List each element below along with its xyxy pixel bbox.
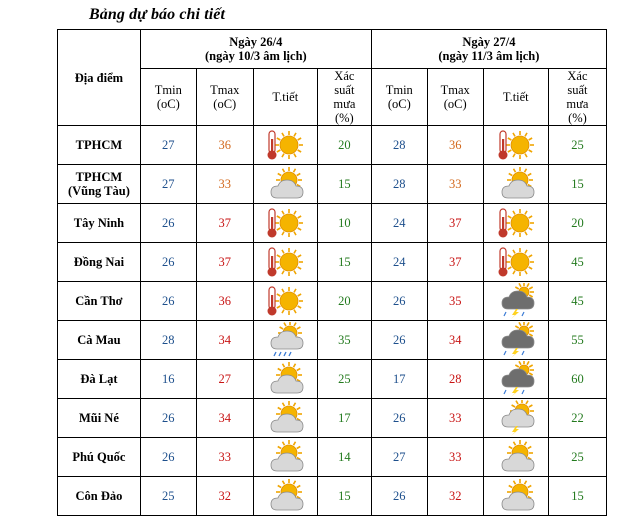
tmin-cell: 26: [371, 321, 427, 360]
weather-header-label: T.tiết: [272, 90, 299, 104]
forecast-table: [57, 29, 607, 516]
rain-probability-cell: 15: [548, 165, 606, 204]
tmax-cell: 27: [196, 360, 253, 399]
tmax-cell: 37: [196, 204, 253, 243]
partly-cloudy-icon: [254, 478, 317, 514]
weather-cell: [483, 438, 548, 477]
weather-cell: [253, 360, 317, 399]
tmin-cell: 28: [371, 126, 427, 165]
partly-cloudy-icon: [484, 478, 548, 514]
rain-probability-cell: 55: [548, 321, 606, 360]
rain-header-label: Xác: [567, 69, 588, 83]
weather-cell: [253, 321, 317, 360]
partly-cloudy-icon: [484, 166, 548, 202]
location-name: Đồng Nai: [73, 255, 125, 269]
location-cell: [58, 399, 141, 438]
hot-sun-icon: [254, 244, 317, 280]
tmax-cell: 34: [196, 399, 253, 438]
location-name: TPHCM: [75, 170, 123, 184]
rain-probability-cell: 14: [317, 438, 371, 477]
day1-lunar-date: (ngày 10/3 âm lịch): [204, 49, 307, 63]
tmax-header-label: (oC): [443, 97, 467, 111]
tmax-cell: 36: [196, 282, 253, 321]
hot-sun-icon: [254, 283, 317, 319]
tmin-cell: 24: [371, 204, 427, 243]
weather-cell: [253, 165, 317, 204]
weather-header-label: T.tiết: [502, 90, 529, 104]
tmax-cell: 36: [196, 126, 253, 165]
tmax-header-label: (oC): [213, 97, 237, 111]
rain-header-label: suất: [567, 83, 588, 97]
tmin-header-label: (oC): [156, 97, 180, 111]
location-name: Cần Thơ: [75, 294, 123, 308]
partly-cloudy-icon: [254, 166, 317, 202]
tmin-cell: 26: [140, 399, 196, 438]
table-row: [58, 243, 607, 282]
location-cell: [58, 243, 141, 282]
sun-shower-icon: [254, 322, 317, 358]
table-row: [58, 204, 607, 243]
rain-probability-cell: 10: [317, 204, 371, 243]
tmin-header-day2: [371, 69, 427, 126]
tmin-header-label: Tmin: [385, 83, 413, 97]
day1-header: [140, 30, 371, 69]
weather-cell: [253, 282, 317, 321]
rain-probability-cell: 20: [317, 282, 371, 321]
rain-probability-cell: 45: [548, 243, 606, 282]
day1-date: Ngày 26/4: [229, 35, 283, 49]
table-row: [58, 477, 607, 516]
rain-probability-cell: 15: [317, 477, 371, 516]
tmax-cell: 32: [196, 477, 253, 516]
weather-cell: [483, 126, 548, 165]
location-name: Phú Quốc: [72, 450, 126, 464]
tmin-cell: 27: [140, 165, 196, 204]
weather-header-day1: [253, 69, 317, 126]
weather-cell: [253, 438, 317, 477]
rain-probability-cell: 17: [317, 399, 371, 438]
table-row: [58, 360, 607, 399]
tmin-cell: 26: [140, 243, 196, 282]
rain-probability-cell: 15: [317, 165, 371, 204]
rain-header-label: mưa: [333, 97, 356, 111]
day2-lunar-date: (ngày 11/3 âm lịch): [438, 49, 540, 63]
location-name: Tây Ninh: [73, 216, 125, 230]
tmin-cell: 17: [371, 360, 427, 399]
tmin-cell: 24: [371, 243, 427, 282]
table-row: [58, 321, 607, 360]
rain-header-label: Xác: [334, 69, 355, 83]
table-row: [58, 438, 607, 477]
partly-cloudy-icon: [484, 439, 548, 475]
tmin-cell: 27: [140, 126, 196, 165]
location-name: Cà Mau: [77, 333, 121, 347]
location-name: Côn Đảo: [75, 489, 123, 503]
rain-probability-cell: 25: [548, 438, 606, 477]
weather-header-day2: [483, 69, 548, 126]
tmax-cell: 33: [427, 399, 483, 438]
tmin-cell: 26: [371, 399, 427, 438]
thunderstorm-icon: [484, 322, 548, 358]
tmin-cell: 28: [371, 165, 427, 204]
rain-header-label: mưa: [566, 97, 589, 111]
weather-cell: [483, 399, 548, 438]
location-cell: [58, 477, 141, 516]
rain-header-day1: [317, 69, 371, 126]
tmax-cell: 33: [196, 438, 253, 477]
rain-probability-cell: 45: [548, 282, 606, 321]
tmin-cell: 25: [140, 477, 196, 516]
tmax-header-label: Tmax: [210, 83, 240, 97]
tmin-header-day1: [140, 69, 196, 126]
weather-cell: [483, 243, 548, 282]
tmax-cell: 37: [427, 243, 483, 282]
tmax-cell: 34: [196, 321, 253, 360]
rain-probability-cell: 15: [317, 243, 371, 282]
rain-probability-cell: 22: [548, 399, 606, 438]
rain-header-label: (%): [568, 111, 587, 125]
tmax-cell: 37: [427, 204, 483, 243]
rain-probability-cell: 20: [548, 204, 606, 243]
tmax-cell: 32: [427, 477, 483, 516]
rain-probability-cell: 60: [548, 360, 606, 399]
rain-probability-cell: 25: [317, 360, 371, 399]
tmax-header-label: Tmax: [440, 83, 470, 97]
day2-header: [371, 30, 606, 69]
table-row: [58, 165, 607, 204]
thunderstorm-icon: [484, 283, 548, 319]
tmin-header-label: (oC): [387, 97, 411, 111]
tmax-cell: 34: [427, 321, 483, 360]
partly-cloudy-icon: [254, 361, 317, 397]
weather-cell: [253, 243, 317, 282]
location-cell: [58, 438, 141, 477]
partly-cloudy-icon: [254, 439, 317, 475]
tmax-cell: 35: [427, 282, 483, 321]
location-cell: [58, 321, 141, 360]
rain-probability-cell: 35: [317, 321, 371, 360]
rain-header-label: suất: [334, 83, 355, 97]
table-row: [58, 126, 607, 165]
tmax-cell: 33: [427, 165, 483, 204]
location-cell: [58, 165, 141, 204]
weather-cell: [253, 399, 317, 438]
tmin-cell: 26: [140, 282, 196, 321]
location-cell: [58, 360, 141, 399]
location-cell: [58, 282, 141, 321]
tmin-cell: 26: [371, 477, 427, 516]
rain-header-day2: [548, 69, 606, 126]
cloud-lightning-icon: [484, 400, 548, 436]
day2-date: Ngày 27/4: [462, 35, 516, 49]
tmin-cell: 26: [140, 204, 196, 243]
rain-header-label: (%): [334, 111, 354, 125]
tmax-cell: 33: [196, 165, 253, 204]
location-cell: [58, 204, 141, 243]
weather-cell: [483, 204, 548, 243]
weather-cell: [483, 477, 548, 516]
hot-sun-icon: [484, 127, 548, 163]
hot-sun-icon: [484, 205, 548, 241]
tmax-cell: 36: [427, 126, 483, 165]
tmin-cell: 26: [371, 282, 427, 321]
weather-cell: [483, 282, 548, 321]
table-row: [58, 399, 607, 438]
weather-cell: [253, 477, 317, 516]
partly-cloudy-icon: [254, 400, 317, 436]
tmax-header-day2: [427, 69, 483, 126]
tmin-header-label: Tmin: [154, 83, 182, 97]
location-subname: (Vũng Tàu): [67, 184, 130, 198]
rain-probability-cell: 15: [548, 477, 606, 516]
location-name: Đà Lạt: [80, 372, 118, 386]
tmax-cell: 33: [427, 438, 483, 477]
weather-cell: [483, 360, 548, 399]
table-title: Bảng dự báo chi tiết: [89, 6, 226, 23]
weather-cell: [253, 204, 317, 243]
location-header: Địa điểm: [58, 30, 141, 126]
rain-probability-cell: 25: [548, 126, 606, 165]
hot-sun-icon: [254, 205, 317, 241]
tmax-cell: 28: [427, 360, 483, 399]
tmin-cell: 16: [140, 360, 196, 399]
weather-cell: [483, 321, 548, 360]
tmin-cell: 28: [140, 321, 196, 360]
tmax-cell: 37: [196, 243, 253, 282]
thunderstorm-icon: [484, 361, 548, 397]
weather-cell: [483, 165, 548, 204]
table-row: [58, 282, 607, 321]
hot-sun-icon: [484, 244, 548, 280]
location-cell: [58, 126, 141, 165]
hot-sun-icon: [254, 127, 317, 163]
location-name: Mũi Né: [78, 411, 119, 425]
tmin-cell: 26: [140, 438, 196, 477]
tmin-cell: 27: [371, 438, 427, 477]
tmax-header-day1: [196, 69, 253, 126]
rain-probability-cell: 20: [317, 126, 371, 165]
location-name: TPHCM: [75, 138, 123, 152]
weather-cell: [253, 126, 317, 165]
